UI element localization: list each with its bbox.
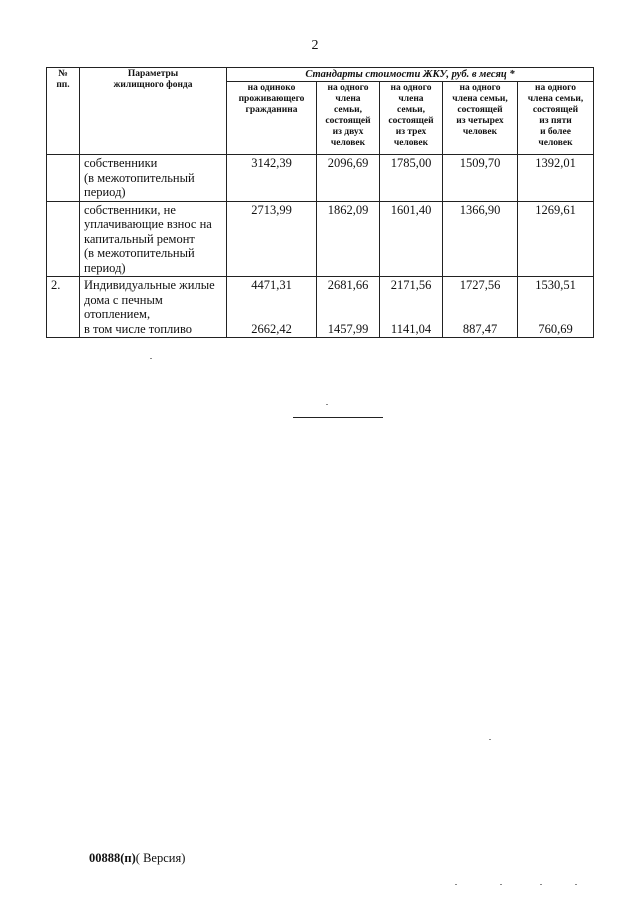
header-col-three <box>380 82 443 155</box>
header-col-label: на одиноко проживающего гражданина <box>238 83 305 115</box>
row-value: 2171,56 <box>390 278 432 292</box>
row-value: 1530,51 <box>535 278 576 292</box>
row-value: 1601,40 <box>380 201 443 277</box>
end-divider-line <box>293 417 383 418</box>
header-col-label: на одного члена семьи, состоящей из трех человек <box>388 83 434 148</box>
row-num <box>47 201 80 277</box>
row-param: собственники, не уплачивающие взнос на капитальный ремонт (в межотопительный период) <box>80 201 227 277</box>
row-fuel-value: 2662,42 <box>251 321 292 336</box>
page-number: 2 <box>311 38 319 53</box>
header-col-label: на одного члена семьи, состоящей из четырех человек <box>452 83 508 137</box>
row-fuel-value: 1141,04 <box>390 321 432 336</box>
scan-speck <box>150 358 152 359</box>
row-num <box>47 155 80 202</box>
row-param: собственники (в межотопительный период) <box>80 155 227 202</box>
row-fuel-value: 760,69 <box>538 321 573 336</box>
header-param-label: Параметры жилищного фонда <box>113 69 193 90</box>
table-row <box>47 155 594 202</box>
row-value: 2096,69 <box>317 155 380 202</box>
document-code-version: ( Версия) <box>135 851 186 865</box>
row-param: Индивидуальные жилые дома с печным отоплением, в том числе топливо <box>80 277 227 338</box>
scan-speck <box>326 404 328 405</box>
row-value: 2681,66 <box>327 278 369 292</box>
row-value-pair <box>518 277 594 338</box>
header-standards-label: Стандарты стоимости ЖКУ, руб. в месяц * <box>305 69 515 80</box>
header-param <box>80 68 227 155</box>
header-col-five <box>518 82 594 155</box>
row-value: 1392,01 <box>518 155 594 202</box>
header-num-label: № пп. <box>56 69 70 90</box>
row-value: 1727,56 <box>459 278 501 292</box>
table-row <box>47 201 594 277</box>
header-row-top <box>47 68 594 82</box>
row-value: 1269,61 <box>518 201 594 277</box>
row-value-pair <box>227 277 317 338</box>
row-fuel-value: 887,47 <box>462 321 498 336</box>
row-fuel-value: 1457,99 <box>327 321 369 336</box>
document-code <box>89 851 185 866</box>
row-value: 3142,39 <box>227 155 317 202</box>
scan-speck <box>575 884 577 885</box>
row-value: 2713,99 <box>227 201 317 277</box>
header-col-single <box>227 82 317 155</box>
scan-speck <box>540 884 542 885</box>
row-num: 2. <box>47 277 80 338</box>
document-code-number: 00888(п) <box>89 851 136 865</box>
header-col-four <box>443 82 518 155</box>
row-value-pair <box>317 277 380 338</box>
scan-speck <box>455 884 457 885</box>
row-value: 1862,09 <box>317 201 380 277</box>
row-value: 1366,90 <box>443 201 518 277</box>
header-standards <box>227 68 594 82</box>
scan-speck <box>500 884 502 885</box>
header-col-label: на одного члена семьи, состоящей из пяти и более человек <box>527 83 584 148</box>
row-value: 1509,70 <box>443 155 518 202</box>
table-row <box>47 277 594 338</box>
row-value: 1785,00 <box>380 155 443 202</box>
row-value-pair <box>443 277 518 338</box>
header-col-label: на одного члена семьи, состоящей из двух человек <box>325 83 371 148</box>
header-col-two <box>317 82 380 155</box>
row-value: 4471,31 <box>251 278 292 292</box>
scan-speck <box>489 739 491 740</box>
cost-standards-table <box>46 67 594 338</box>
header-num <box>47 68 80 155</box>
row-value-pair <box>380 277 443 338</box>
